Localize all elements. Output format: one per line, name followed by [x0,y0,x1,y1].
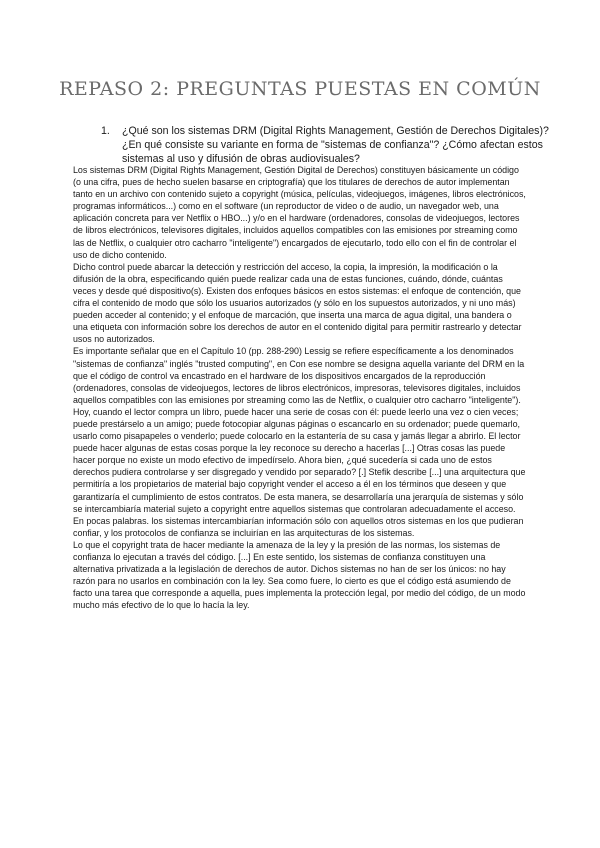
question-text: ¿Qué son los sistemas DRM (Digital Rights Management, Gestión de Derechos Digitales)? ¿En qué consiste su variante en forma de "sistemas de confianza"? ¿Cómo afectan estos sistemas al uso y difusión de obras audiovisuales? [122,125,549,165]
answer-paragraph: Hoy, cuando el lector compra un libro, puede hacer una serie de cosas con él: puede leerlo una vez o cien veces; puede prestárselo a un amigo; puede fotocopiar algunas páginas o escancarlo en su ordenador; puede quemarlo, usarlo como pisapapeles o venderlo; puede colocarlo en la estantería de su casa y jamás llegar a abrirlo. El lector puede hacer algunas de estas cosas porque la ley reconoce su derecho a hacerlas [...] Otras cosas las puede hacer porque no existe un modo efectivo de impedírselo. Ahora bien, ¿qué sucedería si cada uno de estos derechos pudiera controlarse y ser disgregado y vendido por separado? [.] Stefik describe [...] una arquitectura que permitiría a los propietarios de material bajo copyright vender el acceso a él en los términos que deseen y que garantizaría el cumplimiento de estos contratos. De esta manera, se desarrollaría una jerarquía de sistemas y sólo se intercambiaría material sujeto a copyright entre aquellos sistemas que controlaran adecuadamente el acceso. En pocas palabras. los sistemas intercambiarían información sólo con aquellos otros sistemas en los que pudieran confiar, y los protocolos de confianza se incluirían en las arquitecturas de los sistemas. [73,406,526,538]
question-number: 1. [101,125,110,137]
answer-paragraph: Lo que el copyright trata de hacer mediante la amenaza de la ley y la presión de las normas, los sistemas de confianza lo ejecutan a través del código. [...] En este sentido, los sistemas de confianza constituyen una alternativa privatizada a la legislación de derechos de autor. Dichos sistemas no han de ser los únicos: no hay razón para no usarlos en combinación con la ley. Sea como fuere, lo cierto es que el código está asumiendo de facto una tarea que corresponde a aquella, pues implementa la protección legal, por medio del código, de un modo mucho más efectivo de lo que lo hacía la ley. [73,539,526,611]
answer-body [73,164,528,611]
answer-paragraph: Los sistemas DRM (Digital Rights Management, Gestión Digital de Derechos) constituyen básicamente un código (o una cifra, pues de hecho suelen basarse en criptografía) que los titulares de derechos de autor implementan tanto en un archivo con contenido sujeto a copyright (música, películas, videojuegos, imágenes, libros electrónicos, programas informáticos...) como en el software (un reproductor de video o de audio, un navegador web, una aplicación concreta para ver Netflix o HBO...) y/o en el hardware (ordenadores, consolas de videojuegos, lectores de libros electrónicos, televisores digitales, incluidos aquellos compatibles con las emisiones por streaming como las de Netflix, o cualquier otro cacharro "inteligente") encargados de ejecutarlo, todo ello con el fin de controlar el uso de dicho contenido. [73,165,526,260]
answer-paragraph: Dicho control puede abarcar la detección y restricción del acceso, la copia, la impresión, la modificación o la difusión de la obra, especificando quién puede realizar cada una de estas funciones, cuándo, dónde, cuántas veces y desde qué dispositivo(s). Existen dos enfoques básicos en estos sistemas: el enfoque de contención, que cifra el contenido de modo que sólo los usuarios autorizados (y sólo en los supuestos autorizados, y ni uno más) pueden acceder al contenido; y el enfoque de marcación, que inserta una marca de agua digital, una bandera o una etiqueta con información sobre los derechos de autor en el contenido digital para permitir rastrearlo y detectar usos no autorizados. [73,261,522,345]
answer-paragraph: Es importante señalar que en el Capítulo 10 (pp. 288-290) Lessig se refiere específicamente a los denominados "sistemas de confianza" inglés "trusted computing", en Con ese nombre se designa aquella variante del DRM en la que el código de control va encastrado en el hardware de los dispositivos encargados de la reproducción (ordenadores, consolas de videojuegos, lectores de libros electrónicos, impresoras, televisores digitales, incluidos aquellos compatibles con las emisiones por streaming como las de Netflix, o cualquier otro cacharro "inteligente"). [73,346,525,405]
page-title: REPASO 2: PREGUNTAS PUESTAS EN COMÚN [59,78,541,100]
question-item [101,124,552,166]
